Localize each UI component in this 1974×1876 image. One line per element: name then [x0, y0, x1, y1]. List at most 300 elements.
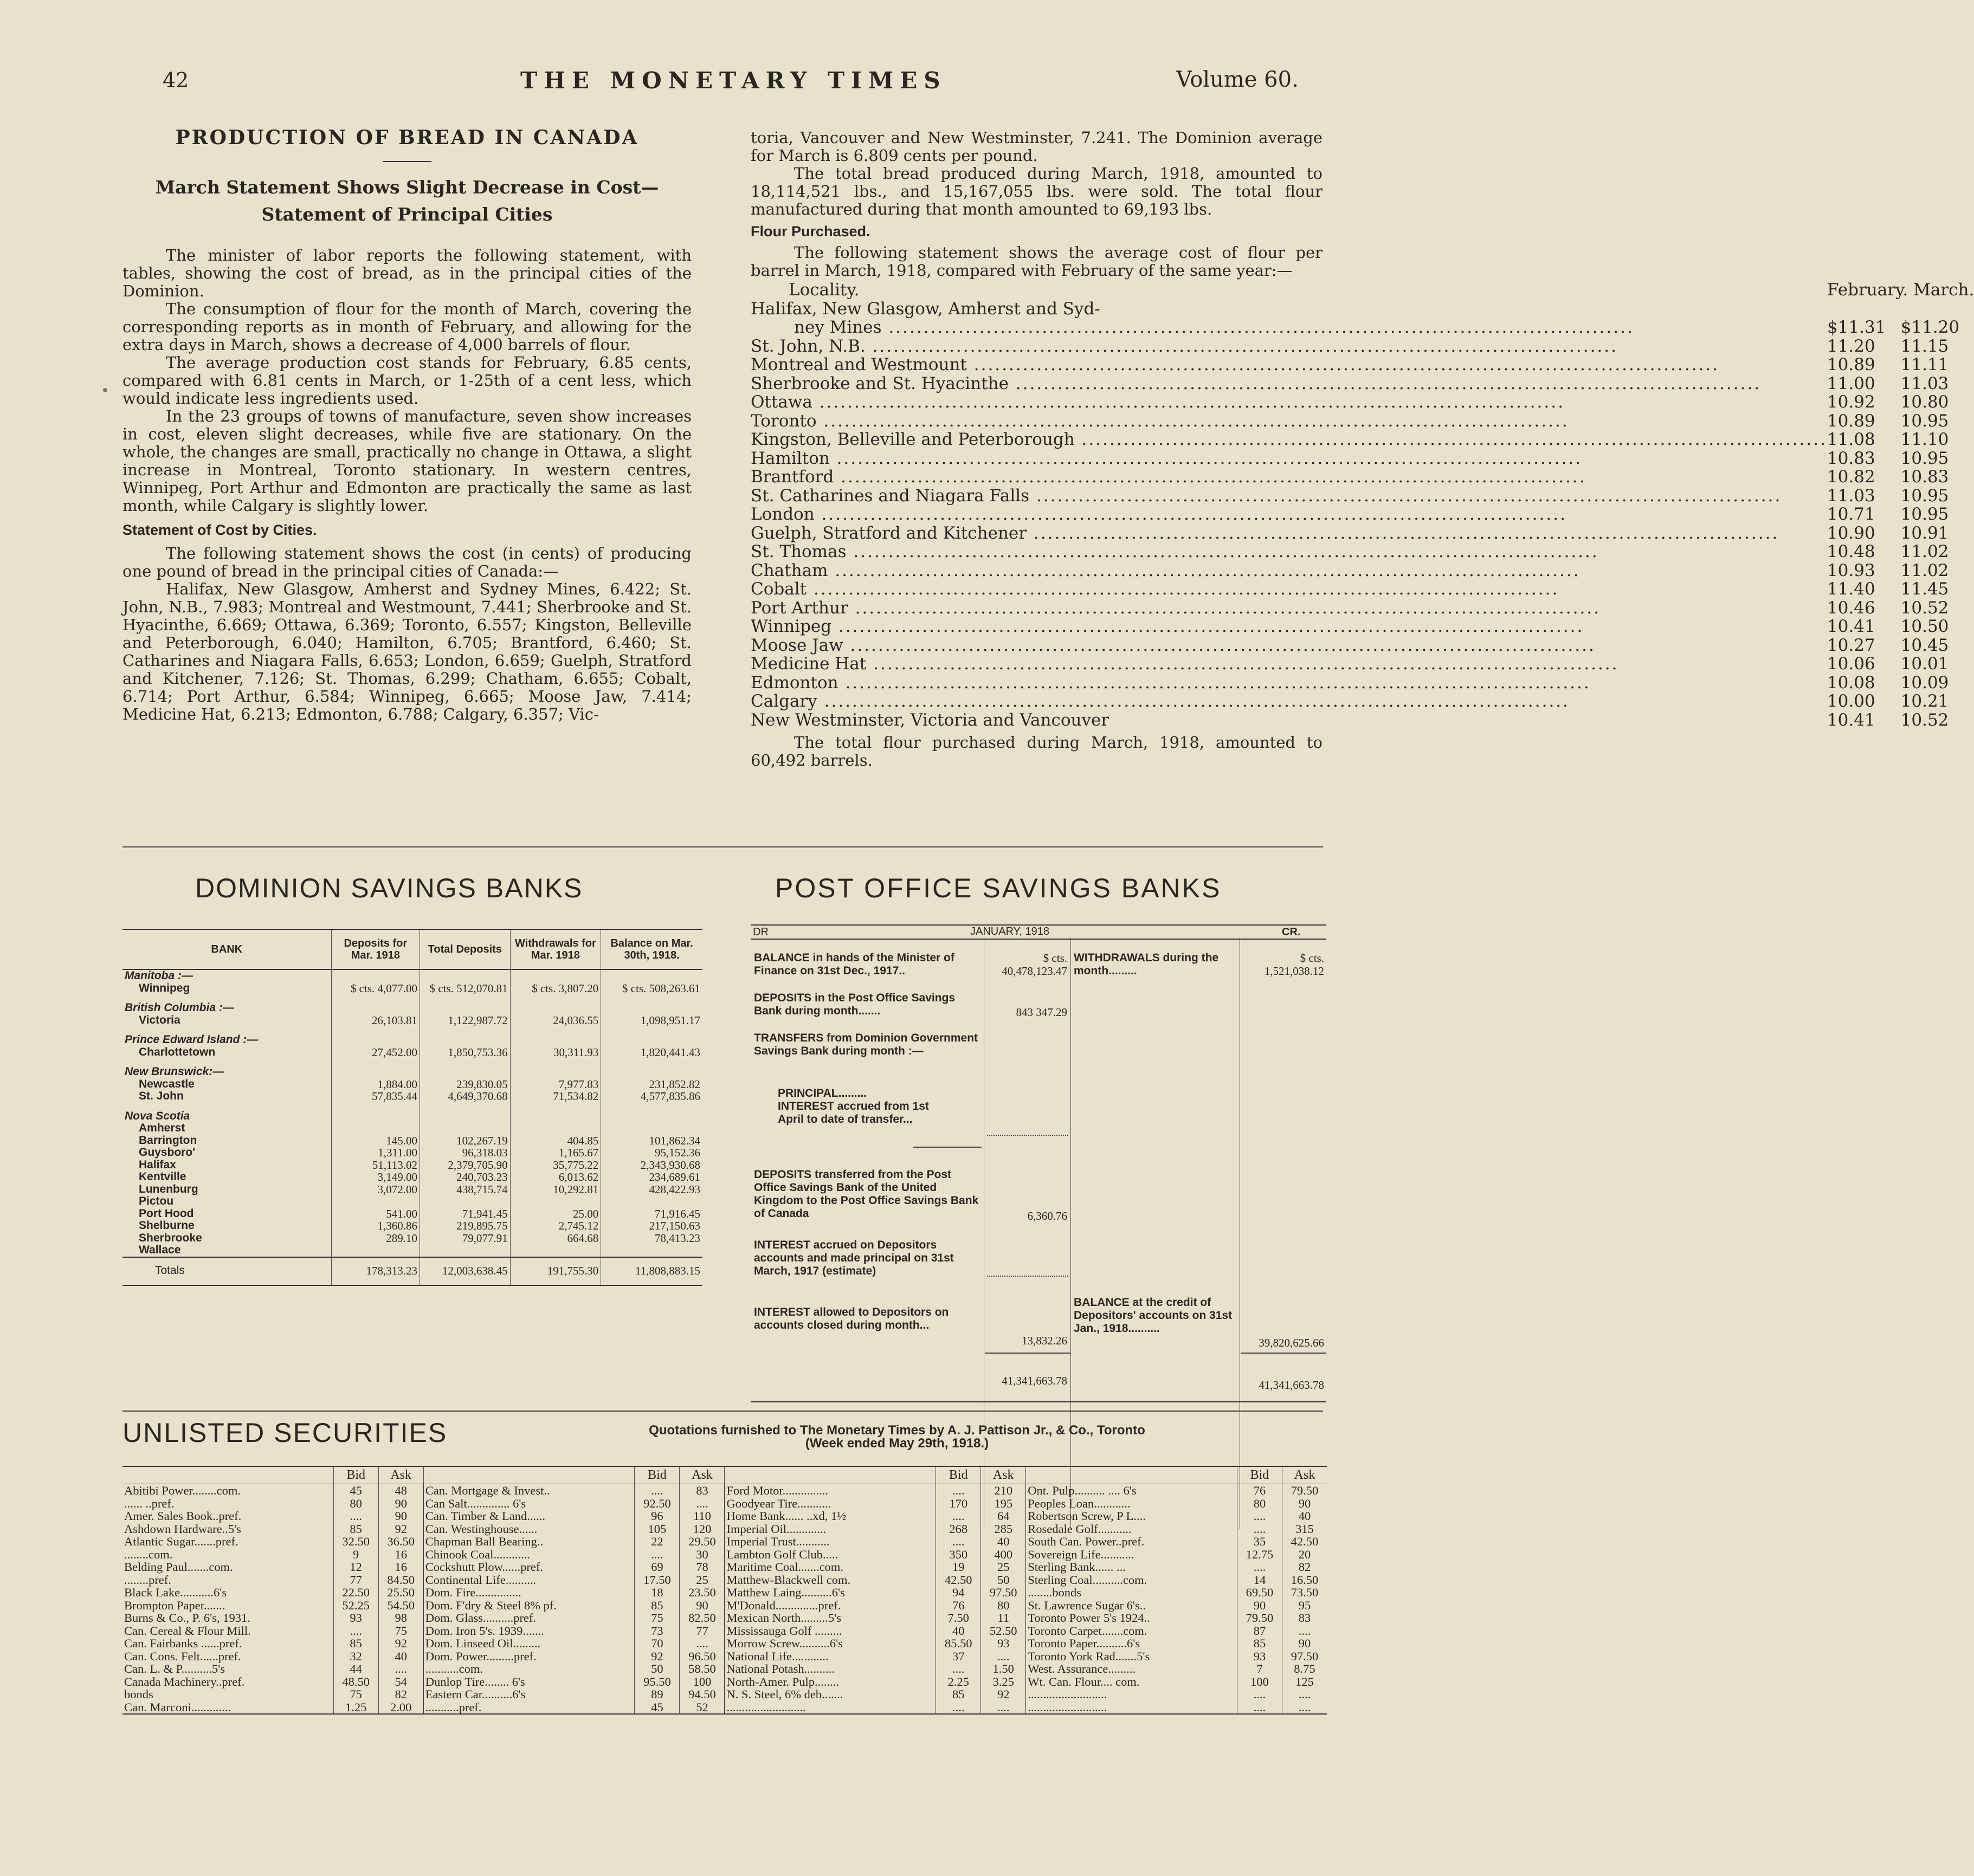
flour-row	[751, 355, 1974, 374]
security-name: Can. Marconi.............	[122, 1701, 333, 1715]
bid-value: 268	[936, 1523, 981, 1536]
ask-value: 42.50	[1282, 1535, 1327, 1548]
unlisted-securities-table	[122, 1466, 1327, 1715]
flour-mar-value: 10.80	[1900, 392, 1949, 412]
bid-value: 2.25	[936, 1676, 981, 1689]
bank-value: 57,835.44	[331, 1090, 420, 1103]
spacer-cell	[601, 1026, 702, 1034]
bank-value: 27,452.00	[331, 1046, 420, 1059]
bank-value: $ cts. 512,070.81	[420, 982, 511, 995]
security-name: Black Lake...........6's	[124, 1586, 227, 1599]
flour-row	[751, 412, 1974, 431]
deposits-value: 843 347.29	[1016, 1006, 1067, 1019]
ask-value: 11	[981, 1612, 1026, 1625]
ask-value: 54.50	[378, 1599, 423, 1612]
spacer-cell	[510, 1026, 601, 1034]
bank-value: 1,820,441.43	[640, 1045, 700, 1059]
bid-value: 93	[333, 1612, 378, 1625]
ask-value: 83	[680, 1484, 725, 1497]
table-row	[122, 1195, 702, 1208]
security-name: Can. Westinghouse......	[423, 1523, 635, 1536]
bid-value: 12	[333, 1561, 378, 1574]
bank-value	[420, 1195, 511, 1208]
bid-value: 76	[936, 1599, 981, 1612]
flour-mar-value: 10.45	[1900, 635, 1949, 655]
empty-cell	[331, 1110, 420, 1123]
province-label: Prince Edward Island :—	[122, 1034, 331, 1046]
flour-locality-name: Hamilton .....	[751, 449, 1582, 468]
flour-locality-name: Ottawa .....	[751, 392, 1565, 412]
bid-value: ....	[936, 1701, 981, 1715]
ask-value: 98	[378, 1612, 423, 1625]
bank-value: 2,343,930.68	[640, 1158, 700, 1172]
totals-label: Totals	[122, 1257, 331, 1285]
ask-value: ....	[680, 1637, 725, 1650]
empty-cell	[331, 969, 420, 982]
security-name: Can. L. & P..........5's	[124, 1662, 225, 1676]
paragraph: The average production cost stands for February, 6.85 cents, compared with 6.81 cents in March, or 1-25th of a cent less, which would indicate less ingredients used.	[122, 353, 692, 407]
bid-value: 80	[333, 1497, 378, 1510]
flour-mar-value: 10.21	[1900, 691, 1949, 711]
balance-value: 40,478,123.47	[1002, 965, 1067, 978]
ask-value: 16	[378, 1548, 423, 1561]
flour-locality-name: Cobalt .....	[751, 579, 1559, 599]
bid-value: 45	[635, 1701, 680, 1715]
dominion-savings-table	[122, 929, 702, 1286]
col-header: Withdrawals for Mar. 1918	[510, 929, 601, 969]
flour-locality	[751, 505, 1827, 524]
deposits-transferred-value: 6,360.76	[1027, 1209, 1067, 1222]
bread-article	[122, 126, 692, 723]
paragraph: toria, Vancouver and New Westminster, 7.241. The Dominion average for March is 6.809 cents per pound.	[751, 128, 1323, 165]
security-name: ...........com.	[423, 1662, 635, 1676]
flour-locality	[751, 337, 1827, 356]
ask-value: ....	[680, 1497, 725, 1510]
withdrawals-label: WITHDRAWALS during the month.........	[1074, 952, 1219, 977]
bank-value: 102,267.19	[420, 1135, 511, 1147]
bank-value: 12,003,638.45	[420, 1257, 511, 1285]
right-total: 41,341,663.78	[1259, 1379, 1324, 1392]
flour-locality-name: Toronto .....	[751, 411, 1569, 431]
province-label: New Brunswick:—	[122, 1066, 331, 1078]
left-total: 41,341,663.78	[1002, 1374, 1067, 1387]
flour-locality-name: Chatham .....	[751, 561, 1581, 580]
bank-value: 191,755.30	[510, 1257, 601, 1285]
bank-value: $ cts. 3,807.20	[510, 982, 601, 995]
bid-value: 7	[1237, 1662, 1282, 1676]
bid-value: 32.50	[333, 1535, 378, 1548]
bid-value: 93	[1237, 1650, 1282, 1663]
bid-value: 170	[936, 1497, 981, 1510]
security-name: North-Amer. Pulp........	[725, 1676, 936, 1689]
table-row	[122, 1208, 702, 1220]
bank-value	[601, 1122, 702, 1135]
bank-value: 289.10	[331, 1232, 420, 1245]
ask-value: 90	[378, 1497, 423, 1510]
security-name: Can. Mortgage & Invest..	[423, 1484, 635, 1497]
flour-row	[751, 393, 1974, 412]
ask-value: 90	[1282, 1637, 1327, 1650]
bid-value: 32	[333, 1650, 378, 1663]
table-row	[122, 1002, 702, 1014]
security-name: ..........................	[725, 1701, 936, 1715]
flour-row	[751, 487, 1974, 506]
security-name: Goodyear Tire...........	[725, 1497, 936, 1510]
bank-value: 4,649,370.68	[420, 1090, 511, 1103]
bank-value: 219,895.75	[420, 1220, 511, 1232]
col-header: Bid	[635, 1466, 680, 1484]
col-header	[1026, 1466, 1237, 1484]
flour-feb-value: 10.92	[1827, 392, 1875, 412]
bid-value: ....	[1237, 1688, 1282, 1701]
paragraph: In the 23 groups of towns of manufacture, seven show increases in cost, eleven slight decreases, while five are stationary. On the whole, the changes are small, practically no change in Ottawa, a slight increase in Montreal, Toronto stationary. In western centres, Winnipeg, Port Arthur and Edmonton are practically the same as last month, while Calgary is slightly lower.	[122, 407, 692, 515]
security-name: Imperial Trust...........	[725, 1535, 936, 1548]
security-name: bonds	[124, 1687, 153, 1701]
security-name: National Life............	[725, 1650, 936, 1663]
flour-mar-value: 11.10	[1900, 430, 1949, 449]
bank-value	[331, 1122, 420, 1135]
security-name: Wt. Can. Flour.... com.	[1026, 1676, 1237, 1689]
ask-value: 40	[378, 1650, 423, 1663]
security-name: Ont. Pulp.......... .... 6's	[1026, 1484, 1237, 1497]
table-header-row	[122, 929, 702, 969]
spacer-cell	[601, 1103, 702, 1110]
ask-value: 97.50	[981, 1586, 1026, 1599]
ask-value: 97.50	[1282, 1650, 1327, 1663]
table-row	[122, 1014, 702, 1027]
bank-value: 24,036.55	[510, 1014, 601, 1027]
security-name: ........com.	[124, 1547, 173, 1561]
subheading: Flour Purchased.	[751, 223, 870, 240]
security-name: Maritime Coal.......com.	[725, 1561, 936, 1574]
flour-locality-name: Montreal and Westmount .....	[751, 355, 1719, 374]
col-header: Ask	[981, 1466, 1026, 1484]
col-header: Ask	[378, 1466, 423, 1484]
bid-value: 77	[333, 1574, 378, 1587]
bank-value: $ cts. 508,263.61	[622, 981, 700, 995]
empty-cell	[510, 1110, 601, 1123]
ask-value: 82	[378, 1688, 423, 1701]
bank-value: 1,360.86	[331, 1220, 420, 1232]
interest-accrued-label: INTEREST accrued on Depositors accounts and made principal on 31st March, 1917 (estimate)	[754, 1239, 954, 1277]
bid-value: 35	[1237, 1535, 1282, 1548]
table-row	[122, 1090, 702, 1103]
flour-mar-value: 10.83	[1900, 467, 1949, 487]
col-header: Ask	[1282, 1466, 1327, 1484]
table-row	[122, 1535, 1327, 1548]
table-row	[122, 1688, 1327, 1701]
flour-mar-value: 11.15	[1900, 336, 1949, 356]
table-row	[122, 994, 702, 1002]
empty-cell	[601, 969, 702, 982]
security-name: Chapman Ball Bearing..	[423, 1535, 635, 1548]
flour-feb-value: 11.40	[1827, 579, 1875, 599]
table-row	[122, 1548, 1327, 1561]
month-headers	[1827, 281, 1974, 300]
table-row	[122, 1232, 702, 1245]
withdrawals-value: 1,521,038.12	[1264, 965, 1324, 978]
bid-value: 100	[1237, 1676, 1282, 1689]
interest-allowed-label: INTEREST allowed to Depositors on accounts closed during month...	[754, 1306, 949, 1331]
ask-value: 92	[378, 1523, 423, 1536]
ask-value: 80	[981, 1599, 1026, 1612]
dotted-line	[987, 1135, 1068, 1136]
bank-value: 2,745.12	[510, 1220, 601, 1232]
flour-locality	[751, 542, 1827, 561]
security-name: ........bonds	[1026, 1586, 1237, 1599]
flour-locality-name: St. Catharines and Niagara Falls .....	[751, 486, 1782, 506]
flour-locality-name: Sherbrooke and St. Hyacinthe .....	[751, 374, 1761, 393]
flour-locality	[751, 636, 1827, 655]
spacer-cell	[420, 1058, 511, 1066]
security-name: St. Lawrence Sugar 6's..	[1026, 1599, 1237, 1612]
flour-feb-value: 10.06	[1827, 654, 1875, 674]
flour-mar-value: 11.02	[1900, 542, 1949, 561]
col-header: Bid	[1237, 1466, 1282, 1484]
security-name: Belding Paul.......com.	[124, 1560, 233, 1574]
bid-value: 85	[1237, 1637, 1282, 1650]
spacer-cell	[122, 1103, 331, 1110]
table-row	[122, 1612, 1327, 1625]
publication-title: THE MONETARY TIMES	[520, 67, 947, 94]
col-header: Ask	[680, 1466, 725, 1484]
bid-value: 19	[936, 1561, 981, 1574]
province-label: Manitoba :—	[122, 969, 331, 982]
transfers-label: TRANSFERS from Dominion Government Savings Bank during month :—	[754, 1032, 978, 1057]
bank-value: 95,152.36	[655, 1146, 700, 1159]
bank-value: 240,703.23	[420, 1171, 511, 1183]
bid-value: 350	[936, 1548, 981, 1561]
flour-mar-value: 11.45	[1900, 579, 1949, 599]
security-name: Can. Cons. Felt......pref.	[124, 1649, 241, 1663]
paragraph: Halifax, New Glasgow, Amherst and Sydney Mines, 6.422; St. John, N.B., 7.983; Montreal and Westmount, 7.441; Sherbrooke and St. Hyacinthe, 6.669; Ottawa, 6.369; Toronto, 6.557; Kingston, Belleville and Peterborough, 6.040; Hamilton, 6.705; Brantford, 6.460; St. Catharines and Niagara Falls, 6.653; London, 6.659; Guelph, Stratford and Kitchener, 7.126; St. Thomas, 6.299; Chatham, 6.655; Cobalt, 6.714; Port Arthur, 6.584; Winnipeg, 6.665; Moose Jaw, 7.414; Medicine Hat, 6.213; Edmonton, 6.788; Calgary, 6.357; Vic-	[122, 580, 692, 723]
bid-value: 89	[635, 1688, 680, 1701]
flour-locality	[751, 393, 1827, 412]
table-row	[122, 1599, 1327, 1612]
security-name: Toronto Power 5's 1924..	[1026, 1612, 1237, 1625]
empty-cell	[601, 1002, 702, 1014]
balance-credit-value: 39,820,625.66	[1259, 1336, 1324, 1349]
table-row	[122, 1637, 1327, 1650]
bank-value: 541.00	[331, 1208, 420, 1220]
security-name: Cockshutt Plow......pref.	[423, 1561, 635, 1574]
flour-row	[751, 711, 1974, 730]
empty-cell	[331, 1034, 420, 1046]
flour-row	[751, 636, 1974, 655]
ask-value: 100	[680, 1676, 725, 1689]
bank-value	[601, 1195, 702, 1208]
bid-value: 48.50	[333, 1676, 378, 1689]
flour-mar-value: 11.03	[1900, 373, 1949, 393]
bank-value	[331, 1195, 420, 1208]
quotation-note	[591, 1424, 1203, 1450]
ask-value: 2.00	[378, 1701, 423, 1715]
security-name: Dom. Iron 5's. 1939.......	[423, 1625, 635, 1638]
bank-name: Kentville	[122, 1171, 331, 1183]
table-row	[122, 1058, 702, 1066]
bid-value: 70	[635, 1637, 680, 1650]
flour-row	[751, 655, 1974, 674]
ask-value: 83	[1282, 1612, 1327, 1625]
table-row	[122, 982, 702, 995]
flour-locality-name: Winnipeg .....	[751, 617, 1584, 636]
ask-value: 84.50	[378, 1574, 423, 1587]
flour-locality-name: Medicine Hat .....	[751, 654, 1619, 674]
spacer-cell	[601, 994, 702, 1002]
flour-row	[751, 674, 1974, 693]
flour-locality	[751, 449, 1827, 468]
bid-value: ....	[635, 1484, 680, 1497]
spacer-cell	[510, 1103, 601, 1110]
bid-value: 92	[635, 1650, 680, 1663]
flour-locality	[751, 655, 1827, 674]
security-name: Amer. Sales Book..pref.	[124, 1509, 242, 1523]
flour-locality	[751, 468, 1827, 487]
bid-value: 96	[635, 1510, 680, 1523]
security-name: Imperial Oil.............	[725, 1523, 936, 1536]
ask-value: 23.50	[680, 1586, 725, 1599]
flour-feb-value: 10.89	[1827, 411, 1875, 431]
table-row	[122, 1484, 1327, 1497]
col-header: Bid	[936, 1466, 981, 1484]
bank-value: 3,149.00	[331, 1171, 420, 1183]
security-name: M'Donald..............pref.	[725, 1599, 936, 1612]
security-name: Mississauga Golf .........	[725, 1625, 936, 1638]
security-name: National Potash..........	[725, 1662, 936, 1676]
bid-value: 22	[635, 1535, 680, 1548]
bid-value: 80	[1237, 1497, 1282, 1510]
bank-value: 1,884.00	[331, 1078, 420, 1091]
flour-feb-value: 10.46	[1827, 598, 1875, 618]
bid-value: 85	[333, 1637, 378, 1650]
bid-value: ....	[936, 1662, 981, 1676]
security-name: Robertson Screw, P L....	[1026, 1510, 1237, 1523]
table-row	[122, 1561, 1327, 1574]
table-row	[122, 1110, 702, 1123]
ask-value: 93	[981, 1637, 1026, 1650]
bid-value: ....	[936, 1535, 981, 1548]
spacer-cell	[420, 1103, 511, 1110]
flour-mar-value: 11.11	[1900, 355, 1949, 374]
bank-name: Charlottetown	[122, 1046, 331, 1059]
bank-value	[510, 1195, 601, 1208]
table-row	[122, 1701, 1327, 1715]
dr-label: DR	[753, 926, 769, 938]
bank-value: 234,689.61	[649, 1170, 700, 1183]
bid-value: 92.50	[635, 1497, 680, 1510]
bank-value	[601, 1244, 702, 1257]
cr-label: CR.	[1282, 926, 1301, 938]
ask-value: 73.50	[1282, 1586, 1327, 1599]
security-name: Abitibi Power........com.	[124, 1484, 241, 1497]
total-rule	[1241, 1353, 1326, 1354]
bid-value: 87	[1237, 1625, 1282, 1638]
security-name: Continental Life..........	[423, 1574, 635, 1587]
security-name: Dom. Linseed Oil.........	[423, 1637, 635, 1650]
ask-value: 96.50	[680, 1650, 725, 1663]
empty-cell	[331, 1066, 420, 1078]
bank-value: 10,292.81	[510, 1183, 601, 1196]
locality-header: Locality.	[789, 280, 860, 300]
bank-name: Barrington	[122, 1135, 331, 1147]
bid-value: 75	[635, 1612, 680, 1625]
flour-row	[751, 430, 1974, 449]
paragraph: The total bread produced during March, 1918, amounted to 18,114,521 lbs., and 15,167,055 lbs. were sold. The total flour manufactured during that month amounted to 69,193 lbs.	[751, 164, 1323, 218]
empty-cell	[420, 1034, 511, 1046]
ask-value: 90	[1282, 1497, 1327, 1510]
flour-feb-value: 11.00	[1827, 373, 1875, 393]
bid-value: 18	[635, 1586, 680, 1599]
deck-line-2: Statement of Principal Cities	[261, 204, 553, 225]
ask-value: ....	[1282, 1701, 1327, 1715]
ask-value: 92	[378, 1637, 423, 1650]
spacer-cell	[601, 1058, 702, 1066]
ask-value: 54	[378, 1676, 423, 1689]
ask-value: 82.50	[680, 1612, 725, 1625]
flour-locality: Halifax, New Glasgow, Amherst and Syd-	[751, 299, 1100, 319]
bid-value: 40	[936, 1625, 981, 1638]
table-row	[122, 1625, 1327, 1638]
security-name: Dom. Fire...............	[423, 1586, 635, 1599]
bank-value: 6,013.62	[510, 1171, 601, 1183]
bid-value: ....	[1237, 1701, 1282, 1715]
bank-value: 7,977.83	[510, 1078, 601, 1091]
bid-value: ....	[1237, 1561, 1282, 1574]
bank-value: $ cts. 4,077.00	[331, 982, 420, 995]
table-header-row	[122, 1466, 1327, 1484]
bank-name: Port Hood	[122, 1208, 331, 1220]
bid-value: 52.25	[333, 1599, 378, 1612]
bank-value: 30,311.93	[510, 1046, 601, 1059]
flour-feb-value: 10.89	[1827, 355, 1875, 374]
bank-name: St. John	[122, 1090, 331, 1103]
bank-name: Guysboro'	[122, 1147, 331, 1159]
flour-locality	[751, 561, 1827, 580]
security-name: Rosedale Golf...........	[1026, 1523, 1237, 1536]
bank-value	[331, 1244, 420, 1257]
flour-feb-value: 11.08	[1827, 430, 1875, 449]
security-name: Can. Fairbanks ......pref.	[124, 1636, 242, 1650]
bank-value: 96,318.03	[420, 1147, 511, 1159]
bank-name: Lunenburg	[122, 1183, 331, 1196]
bid-value: ....	[936, 1484, 981, 1497]
security-name: Matthew-Blackwell com.	[725, 1574, 936, 1587]
flour-mar-value: 10.01	[1900, 654, 1949, 674]
empty-cell	[420, 1002, 511, 1014]
col-header: Bid	[333, 1466, 378, 1484]
bank-value	[510, 1122, 601, 1135]
flour-locality	[751, 430, 1827, 449]
col-header: Total Deposits	[420, 929, 511, 969]
bid-value: 69.50	[1237, 1586, 1282, 1599]
table-row	[122, 1574, 1327, 1587]
bid-value: ....	[333, 1625, 378, 1638]
table-row	[122, 1523, 1327, 1536]
bank-value: 2,379,705.90	[420, 1159, 511, 1172]
flour-row	[751, 542, 1974, 561]
security-name: Eastern Car..........6's	[423, 1688, 635, 1701]
ask-value: 52	[680, 1701, 725, 1715]
bid-value: 22.50	[333, 1586, 378, 1599]
paragraph: The minister of labor reports the following statement, with tables, showing the cost of bread, as in the principal cities of the Dominion.	[122, 246, 692, 300]
spacer-cell	[122, 1058, 331, 1066]
table-row	[122, 1122, 702, 1135]
bank-value: 1,850,753.36	[420, 1046, 511, 1059]
bank-value: 11,808,883.15	[601, 1257, 702, 1285]
flour-feb-value: 10.00	[1827, 691, 1875, 711]
article-headline: PRODUCTION OF BREAD IN CANADA	[175, 126, 639, 149]
bank-value: 1,311.00	[331, 1147, 420, 1159]
